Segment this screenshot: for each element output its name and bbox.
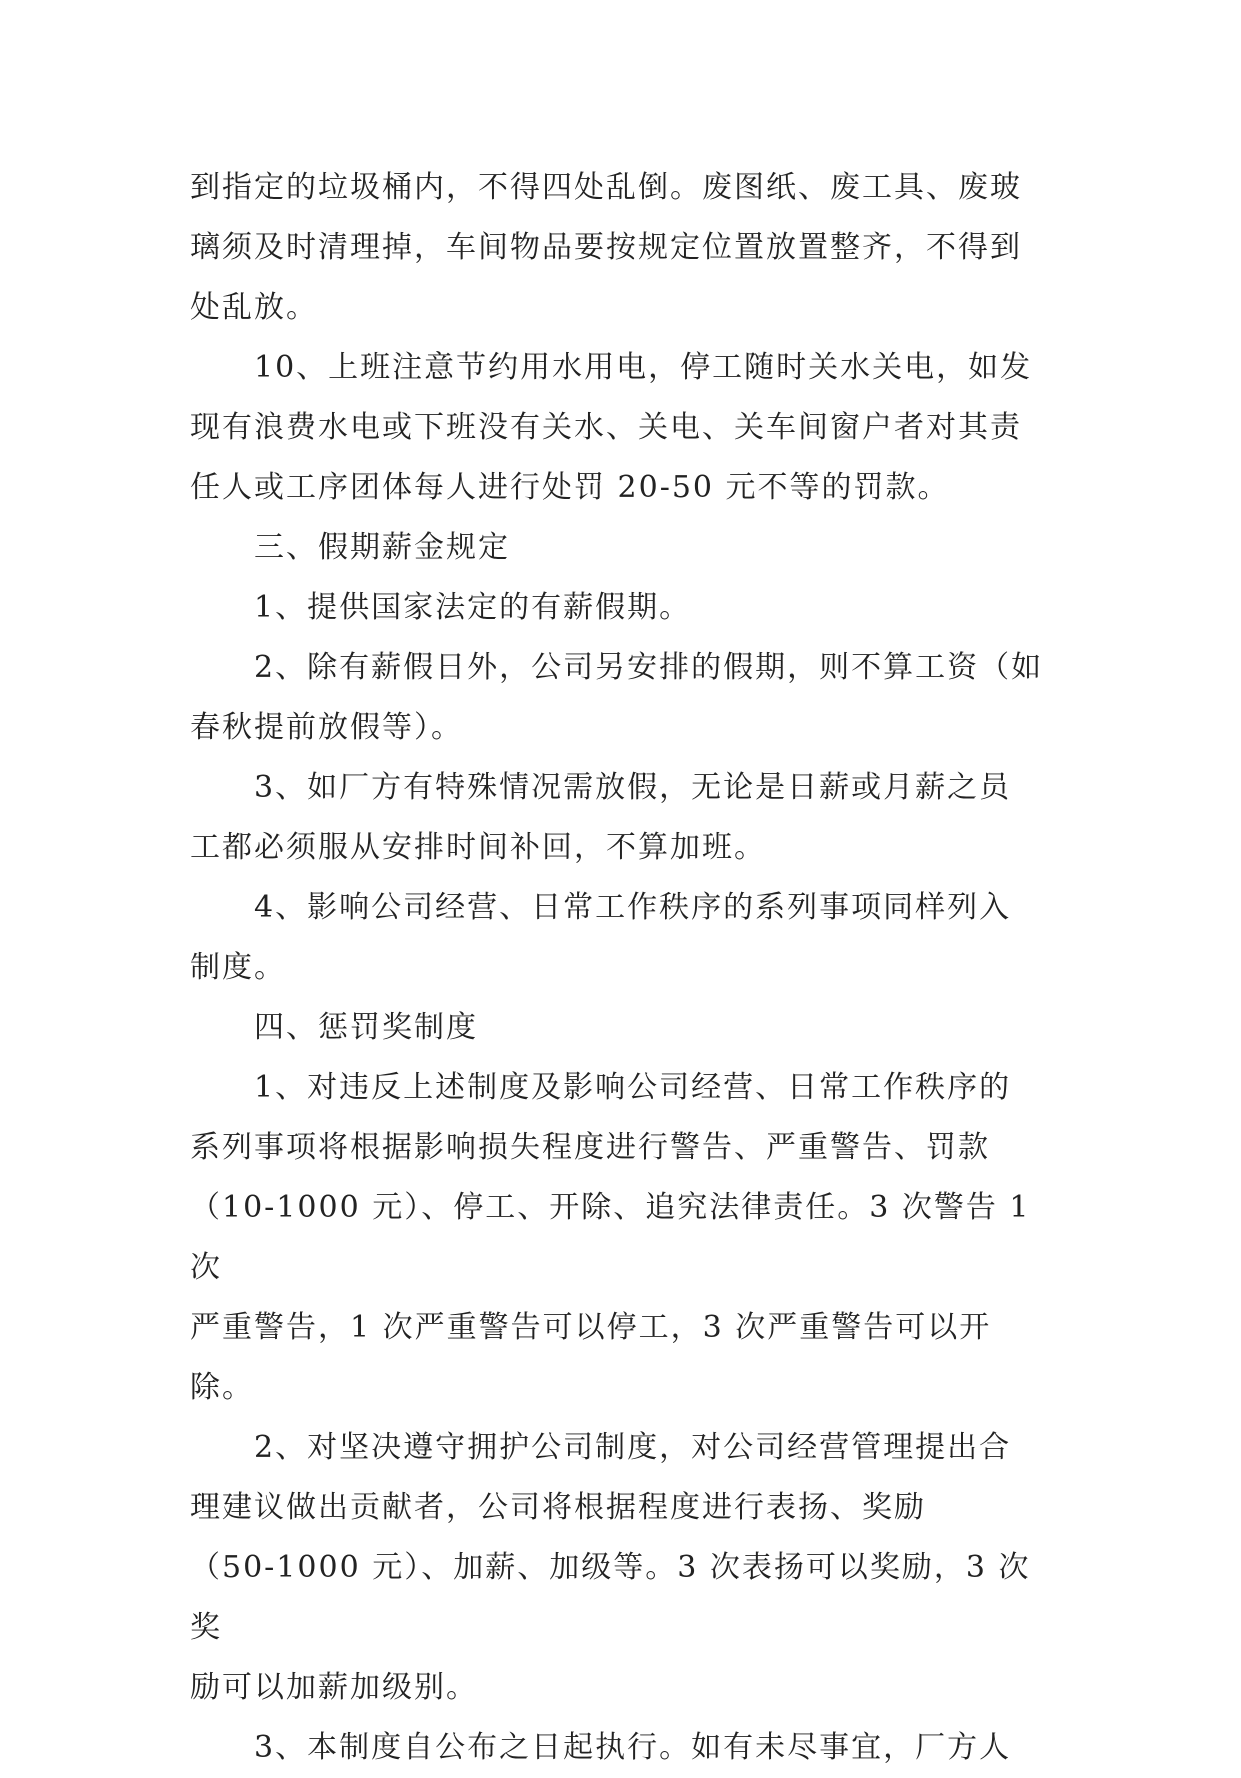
paragraph-line: 系列事项将根据影响损失程度进行警告、严重警告、罚款	[190, 1130, 990, 1165]
paragraph-line: 处乱放。	[190, 290, 318, 325]
paragraph-line: 工都必须服从安排时间补回，不算加班。	[190, 830, 766, 865]
paragraph-line: 3、本制度自公布之日起执行。如有未尽事宜，厂方人	[254, 1730, 1012, 1765]
paragraph-line: 4、影响公司经营、日常工作秩序的系列事项同样列入	[254, 890, 1012, 925]
paragraph-line: 现有浪费水电或下班没有关水、关电、关车间窗户者对其责	[190, 410, 1022, 445]
paragraph-line: 1、提供国家法定的有薪假期。	[254, 590, 692, 625]
paragraph-line: 1、对违反上述制度及影响公司经营、日常工作秩序的	[254, 1070, 1012, 1105]
paragraph-line: 任人或工序团体每人进行处罚 20-50 元不等的罚款。	[190, 470, 950, 505]
paragraph-line: 春秋提前放假等）。	[190, 710, 463, 745]
paragraph-line: （10-1000 元）、停工、开除、追究法律责任。3 次警告 1 次	[190, 1190, 1042, 1285]
paragraph-line: 理建议做出贡献者，公司将根据程度进行表扬、奖励	[190, 1490, 926, 1525]
paragraph-line: 严重警告，1 次严重警告可以停工，3 次严重警告可以开除。	[190, 1310, 992, 1405]
document-body	[190, 158, 1050, 1778]
paragraph-line: 制度。	[190, 950, 286, 985]
section-heading: 三、假期薪金规定	[254, 530, 510, 565]
paragraph-line: 励可以加薪加级别。	[190, 1670, 478, 1705]
paragraph-line: 2、除有薪假日外，公司另安排的假期，则不算工资（如	[254, 650, 1044, 685]
paragraph-line: 3、如厂方有特殊情况需放假，无论是日薪或月薪之员	[254, 770, 1012, 805]
paragraph-line: （50-1000 元）、加薪、加级等。3 次表扬可以奖励，3 次奖	[190, 1550, 1031, 1645]
paragraph-line: 璃须及时清理掉，车间物品要按规定位置放置整齐，不得到	[190, 230, 1022, 265]
paragraph-line: 2、对坚决遵守拥护公司制度，对公司经营管理提出合	[254, 1430, 1012, 1465]
section-heading: 四、惩罚奖制度	[254, 1010, 478, 1045]
paragraph-line: 到指定的垃圾桶内，不得四处乱倒。废图纸、废工具、废玻	[190, 170, 1022, 205]
paragraph-line: 10、上班注意节约用水用电，停工随时关水关电，如发	[254, 350, 1033, 385]
